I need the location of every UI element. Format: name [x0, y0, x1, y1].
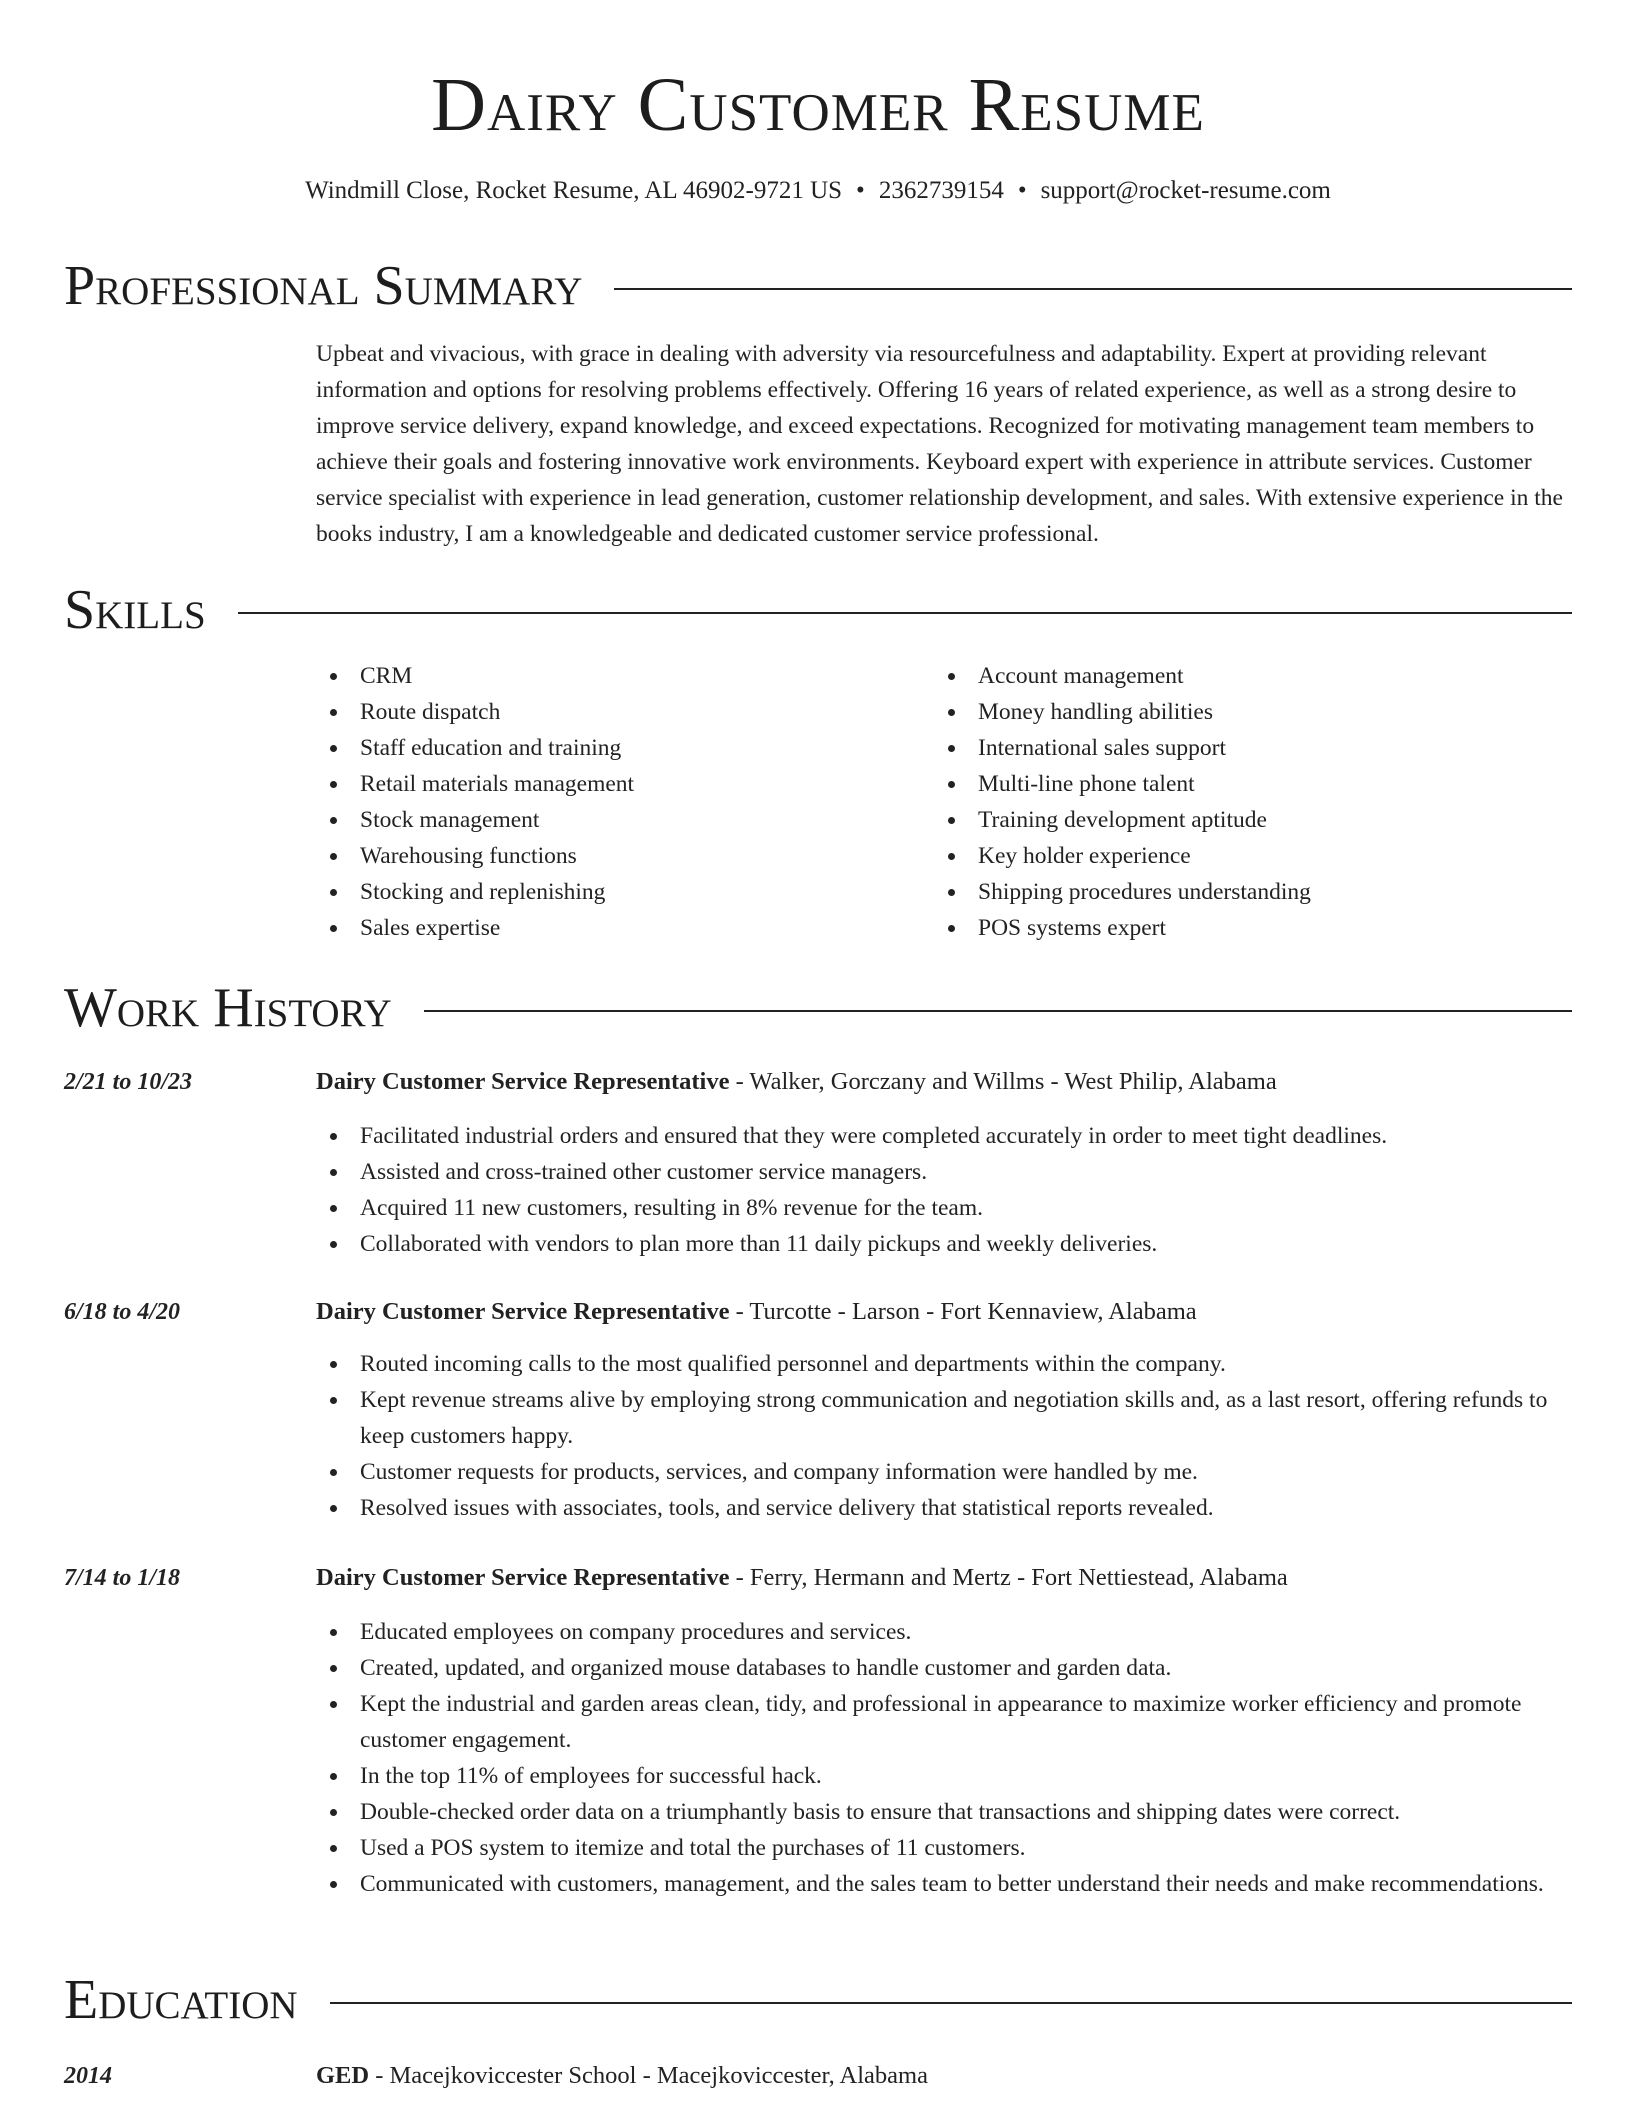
resume-title: Dairy Customer Resume	[431, 63, 1205, 147]
education-degree: GED	[316, 2062, 370, 2089]
job-bullet: Kept the industrial and garden areas clean, tidy, and professional in appearance to maximize worker efficiency and promote customer engagement.	[316, 1686, 1572, 1758]
skill-item: International sales support	[934, 730, 1552, 766]
job-title: Dairy Customer Service Representative	[316, 1298, 730, 1325]
contact-line	[64, 174, 1572, 208]
contact-email: support@rocket-resume.com	[1040, 177, 1331, 204]
job-bullets	[316, 1118, 1572, 1262]
skill-item: Key holder experience	[934, 838, 1552, 874]
skills-section-title: Skills	[64, 579, 206, 641]
skills-column-right	[934, 658, 1552, 946]
skill-item: Sales expertise	[316, 910, 934, 946]
work-section-header	[64, 976, 1572, 1040]
skills-list	[316, 658, 1572, 946]
skill-item: Money handling abilities	[934, 694, 1552, 730]
job-employer: - Ferry, Hermann and Mertz - Fort Nettiestead, Alabama	[729, 1564, 1288, 1591]
job-bullet: Customer requests for products, services, and company information were handled by me.	[316, 1454, 1572, 1490]
job-dates: 2/21 to 10/23	[64, 1069, 193, 1095]
job-employer: - Turcotte - Larson - Fort Kennaview, Alabama	[729, 1298, 1197, 1325]
job-bullet: Double-checked order data on a triumphantly basis to ensure that transactions and shipping dates were correct.	[316, 1794, 1572, 1830]
job-heading	[316, 1294, 1197, 1330]
contact-address: Windmill Close, Rocket Resume, AL 46902-9721 US	[305, 177, 843, 204]
section-divider	[238, 612, 1572, 614]
section-divider	[424, 1010, 1572, 1012]
skill-item: Stocking and replenishing	[316, 874, 934, 910]
job-bullet: In the top 11% of employees for successful hack.	[316, 1758, 1572, 1794]
education-section-header	[64, 1968, 1572, 2032]
skill-item: Training development aptitude	[934, 802, 1552, 838]
job-employer: - Walker, Gorczany and Willms - West Philip, Alabama	[729, 1068, 1277, 1095]
job-title: Dairy Customer Service Representative	[316, 1564, 730, 1591]
job-bullet: Acquired 11 new customers, resulting in 8% revenue for the team.	[316, 1190, 1572, 1226]
job-bullet: Facilitated industrial orders and ensured that they were completed accurately in order to meet tight deadlines.	[316, 1118, 1572, 1154]
job-heading	[316, 1560, 1288, 1596]
education-year: 2014	[64, 2063, 112, 2089]
skill-item: CRM	[316, 658, 934, 694]
summary-text: Upbeat and vivacious, with grace in dealing with adversity via resourcefulness and adaptability. Expert at providing relevant information and options for resolving problems effectively. Offering 16 years of related experience, as well as a strong desire to improve service delivery, expand knowledge, and exceed expectations. Recognized for motivating management team members to achieve their goals and fostering innovative work environments. Keyboard expert with experience in attribute services. Customer service specialist with experience in lead generation, customer relationship development, and sales. With extensive experience in the books industry, I am a knowledgeable and dedicated customer service professional.	[316, 341, 1563, 547]
section-divider	[614, 288, 1572, 290]
skills-section-header	[64, 578, 1572, 642]
contact-separator: •	[856, 177, 865, 204]
job-title: Dairy Customer Service Representative	[316, 1068, 730, 1095]
skill-item: Retail materials management	[316, 766, 934, 802]
contact-phone: 2362739154	[878, 177, 1004, 204]
summary-section-title: Professional Summary	[64, 255, 583, 317]
work-section-title: Work History	[64, 977, 392, 1039]
education-heading	[316, 2058, 928, 2094]
skill-item: Shipping procedures understanding	[934, 874, 1552, 910]
job-dates: 7/14 to 1/18	[64, 1565, 181, 1591]
skill-item: Multi-line phone talent	[934, 766, 1552, 802]
skill-item: Warehousing functions	[316, 838, 934, 874]
job-bullet: Collaborated with vendors to plan more than 11 daily pickups and weekly deliveries.	[316, 1226, 1572, 1262]
job-bullets	[316, 1346, 1572, 1526]
job-bullet: Resolved issues with associates, tools, and service delivery that statistical reports revealed.	[316, 1490, 1572, 1526]
skill-item: Route dispatch	[316, 694, 934, 730]
skill-item: Stock management	[316, 802, 934, 838]
job-bullet: Communicated with customers, management, and the sales team to better understand their needs and make recommendations.	[316, 1866, 1572, 1902]
job-bullet: Educated employees on company procedures and services.	[316, 1614, 1572, 1650]
skill-item: Account management	[934, 658, 1552, 694]
skill-item: Staff education and training	[316, 730, 934, 766]
job-heading	[316, 1064, 1277, 1100]
skill-item: POS systems expert	[934, 910, 1552, 946]
job-bullet: Assisted and cross-trained other customer service managers.	[316, 1154, 1572, 1190]
job-bullet: Kept revenue streams alive by employing strong communication and negotiation skills and, as a last resort, offering refunds to keep customers happy.	[316, 1382, 1572, 1454]
job-bullet: Created, updated, and organized mouse databases to handle customer and garden data.	[316, 1650, 1572, 1686]
education-school: - Macejkoviccester School - Macejkoviccester, Alabama	[369, 2062, 928, 2089]
skills-column-left	[316, 658, 934, 946]
job-dates: 6/18 to 4/20	[64, 1299, 181, 1325]
job-bullet: Routed incoming calls to the most qualified personnel and departments within the company.	[316, 1346, 1572, 1382]
contact-separator: •	[1017, 177, 1027, 204]
job-bullet: Used a POS system to itemize and total the purchases of 11 customers.	[316, 1830, 1572, 1866]
section-divider	[330, 2002, 1572, 2004]
job-bullets	[316, 1614, 1572, 1902]
summary-section-header	[64, 254, 1572, 318]
education-section-title: Education	[64, 1969, 298, 2031]
